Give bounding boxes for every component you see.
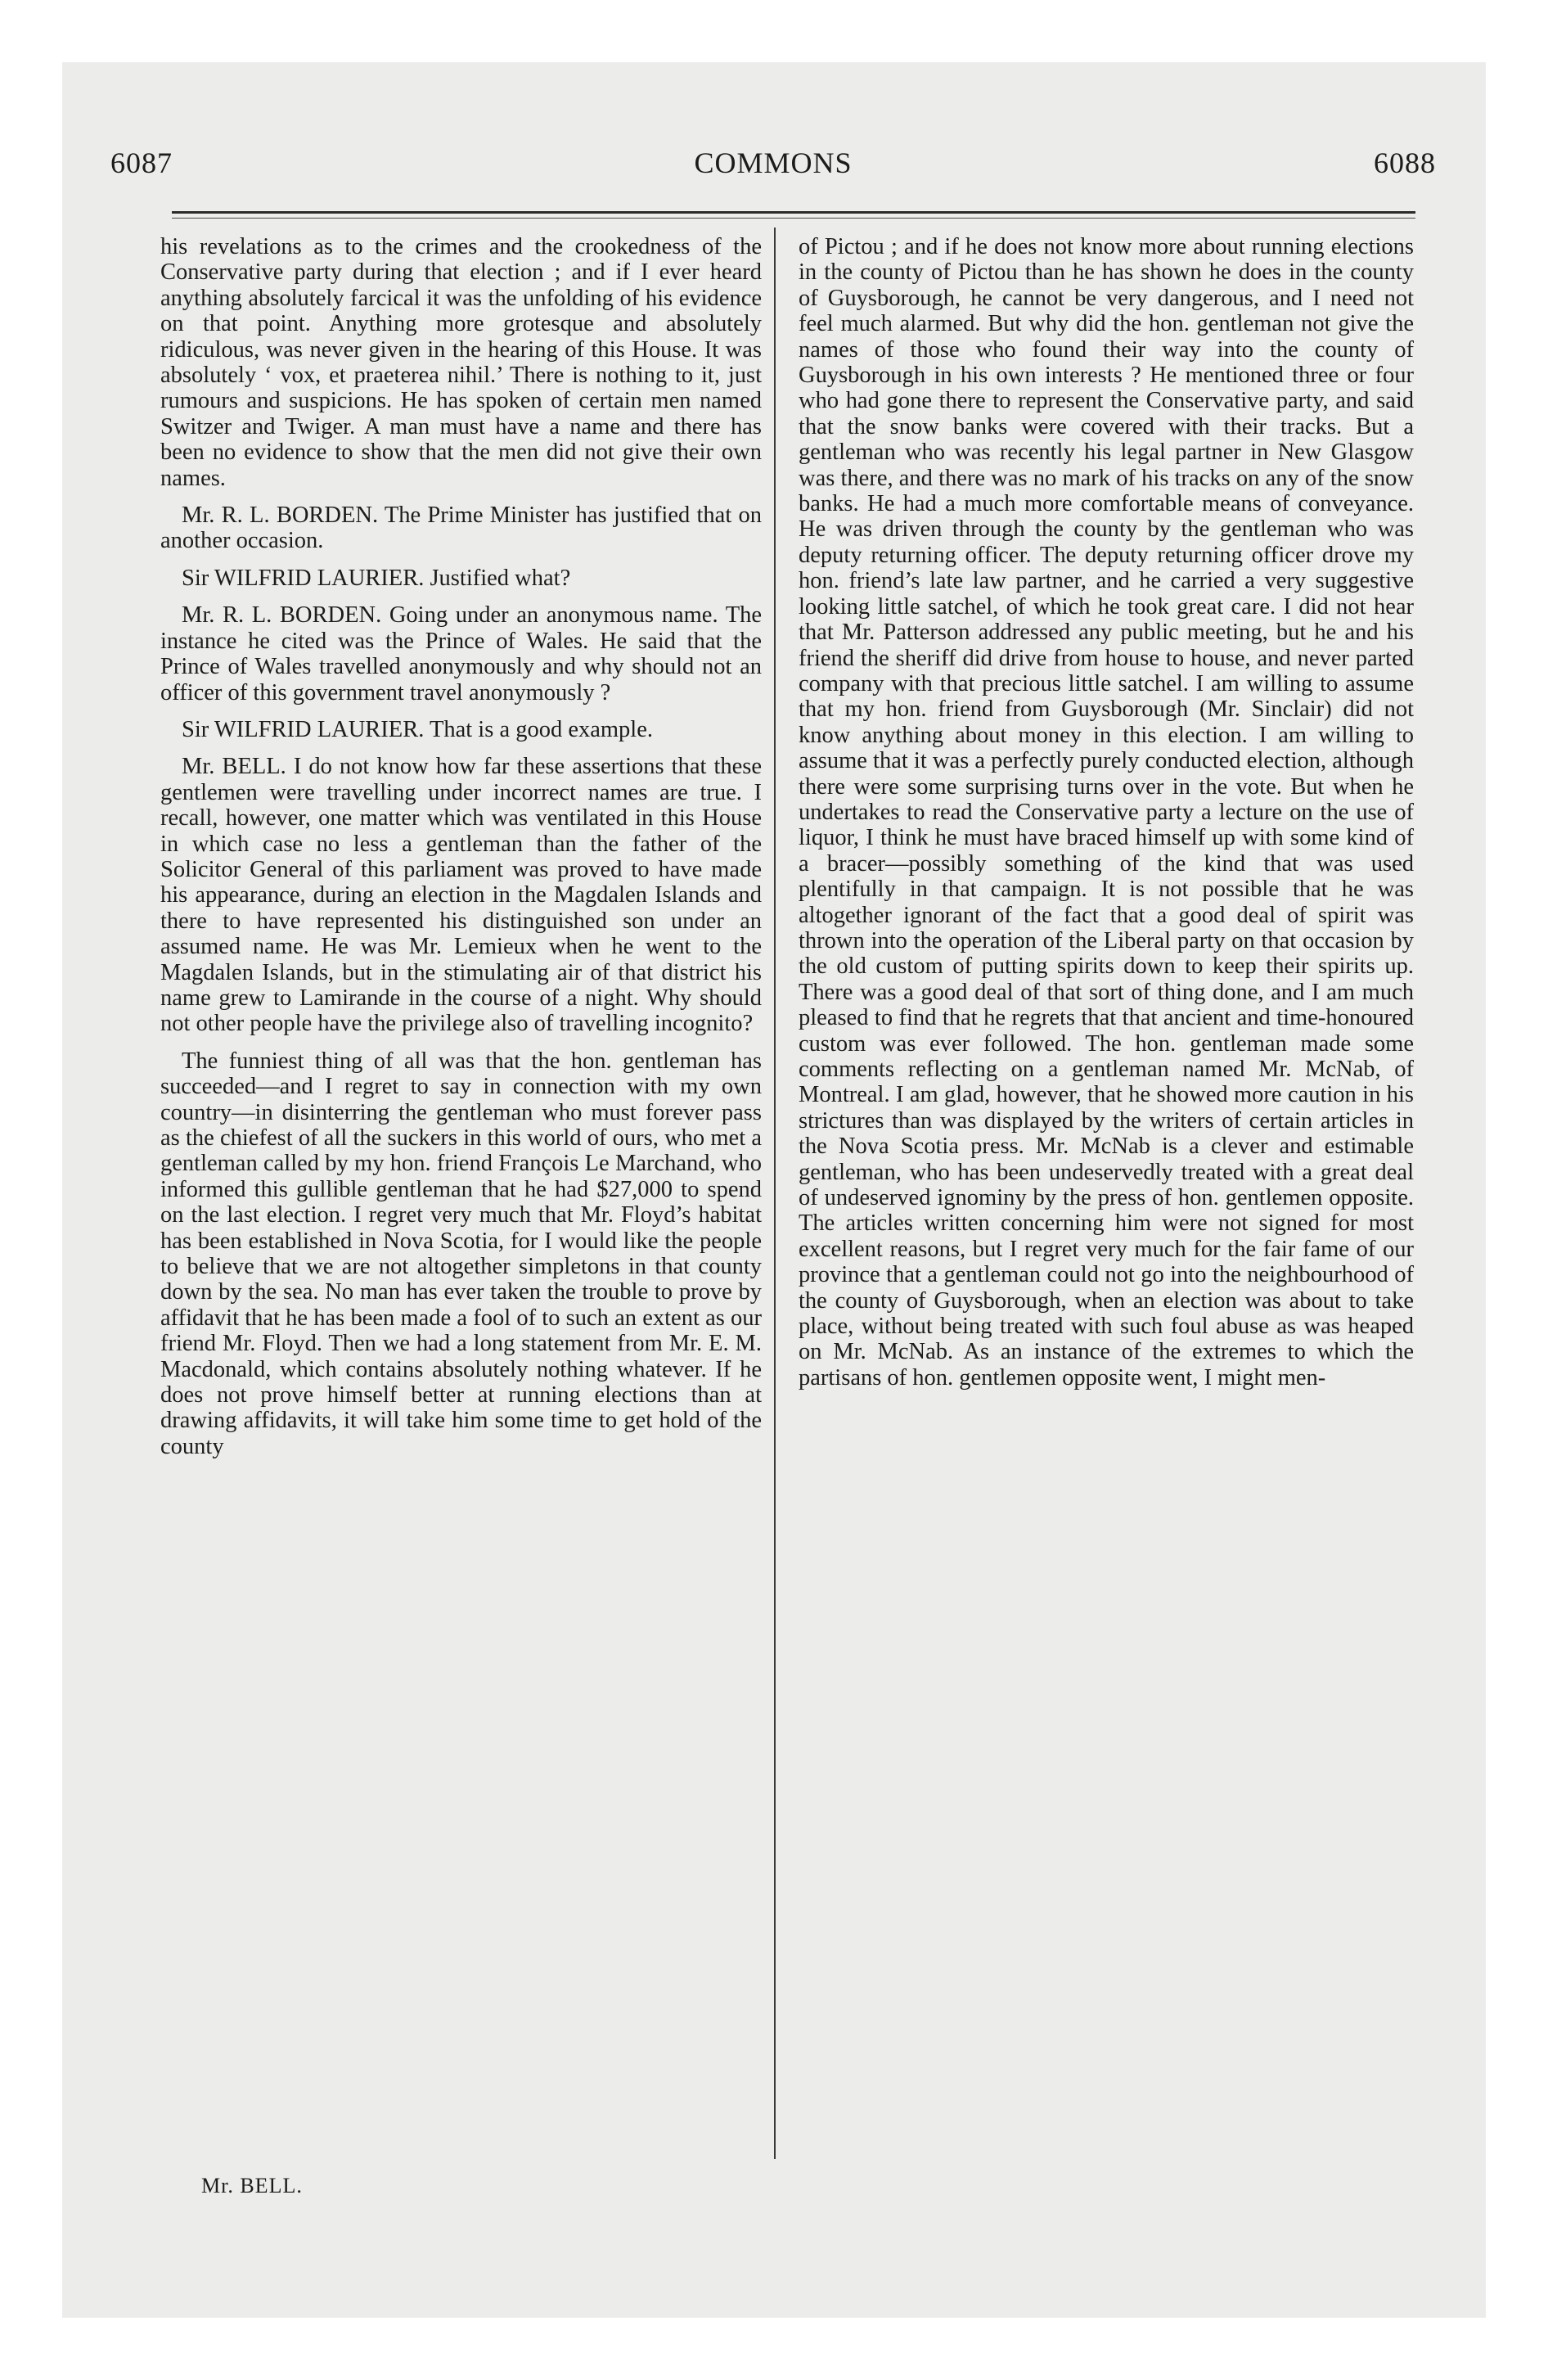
paragraph: Mr. R. L. BORDEN. Going under an anonymous name. The instance he cited was the Prince of Wales. He said that the Prince of Wales travelled anonymously and why should not an officer of this government travel anonymously ?	[160, 602, 762, 705]
paragraph: The funniest thing of all was that the hon. gentleman has succeeded—and I regret to say in connection with my own country—in disinterring the gentleman who must forever pass as the chiefest of all the suckers in this world of ours, who met a gentleman called by my hon. friend François Le Marchand, who informed this gullible gentleman that he had $27,000 to spend on the last election. I regret very much that Mr. Floyd’s habitat has been established in Nova Scotia, for I would like the people to believe that we are not altogether simpletons in that county down by the sea. No man has ever taken the trouble to prove by affidavit that he has been made a fool of to such an extent as our friend Mr. Floyd. Then we had a long statement from Mr. E. M. Macdonald, which contains absolutely nothing whatever. If he does not prove himself better at running elections than at drawing affidavits, it will take him some time to get hold of the county	[160, 1048, 762, 1459]
paragraph: Sir WILFRID LAURIER. Justified what?	[182, 565, 571, 591]
page-header	[110, 146, 1436, 185]
paragraph: Mr. R. L. BORDEN. The Prime Minister has justified that on another occasion.	[160, 503, 762, 554]
speaker-footer: Mr. BELL.	[201, 2174, 303, 2197]
right-column	[799, 234, 1414, 2162]
left-column	[160, 234, 762, 2162]
paragraph: Mr. BELL. I do not know how far these assertions that these gentlemen were travelling under incorrect names are true. I recall, however, one matter which was ventilated in this House in which case no less a gentleman than the father of the Solicitor General of this parliament was proved to have made his appearance, during an election in the Magdalen Islands and there to have represented his distinguished son under an assumed name. He was Mr. Lemieux when he went to the Magdalen Islands, but in the stimulating air of that district his name grew to Lamirande in the course of a night. Why should not other people have the privilege also of travelling incognito?	[160, 754, 762, 1037]
page-title: COMMONS	[694, 146, 853, 179]
header-rule-thin	[172, 218, 1415, 219]
right-page-number: 6088	[1374, 146, 1436, 179]
paragraph: of Pictou ; and if he does not know more about running elections in the county of Pictou than he has shown he does in the county of Guysborough, he cannot be very dangerous, and I need not feel much alarmed. But why did the hon. gentleman not give the names of those who found their way into the county of Guysborough in his own interests ? He mentioned three or four who had gone there to represent the Conservative party, and said that the snow banks were covered with their tracks. But a gentleman who was recently his legal partner in New Glasgow was there, and there was no mark of his tracks on any of the snow banks. He had a much more comfortable means of conveyance. He was driven through the county by the gentleman who was deputy returning officer. The deputy returning officer drove my hon. friend’s late law partner, and he carried a very suggestive looking little satchel, of which he took great care. I did not hear that Mr. Patterson addressed any public meeting, but he and his friend the sheriff did drive from house to house, and never parted company with that precious little satchel. I am willing to assume that my hon. friend from Guysborough (Mr. Sinclair) did not know anything about money in this election. I am willing to assume that it was a perfectly purely conducted election, although there were some surprising turns over in the vote. But when he undertakes to read the Conservative party a lecture on the use of liquor, I think he must have braced himself up with some kind of a bracer—possibly something of the kind that was used plentifully in that campaign. It is not possible that he was altogether ignorant of the fact that a good deal of spirit was thrown into the operation of the Liberal party on that occasion by the old custom of putting spirits down to keep their spirits up. There was a good deal of that sort of thing done, and I am much pleased to find that he regrets that that ancient and time-honoured custom was ever followed. The hon. gentleman made some comments reflecting on a gentleman named Mr. McNab, of Montreal. I am glad, however, that he showed more caution in his strictures than was displayed by the writers of certain articles in the Nova Scotia press. Mr. McNab is a clever and estimable gentleman, who has been undeservedly treated with a great deal of undeserved ignominy by the press of hon. gentlemen opposite. The articles written concerning him were not signed for most excellent reasons, but I regret very much for the fair fame of our province that a gentleman could not go into the neighbourhood of the county of Guysborough, when an election was about to take place, without being treated with such foul abuse as was heaped on Mr. McNab. As an instance of the extremes to which the partisans of hon. gentlemen opposite went, I might men-	[799, 234, 1414, 1391]
left-page-number: 6087	[110, 146, 173, 179]
column-divider	[774, 228, 776, 2159]
paragraph: Sir WILFRID LAURIER. That is a good example.	[182, 716, 653, 742]
header-rule	[172, 211, 1415, 214]
paragraph: his revelations as to the crimes and the crookedness of the Conservative party during that election ; and if I ever heard anything absolutely farcical it was the unfolding of his evidence on that point. Anything more grotesque and absolutely ridiculous, was never given in the hearing of this House. It was absolutely ‘ vox, et praeterea nihil.’ There is nothing to it, just rumours and suspicions. He has spoken of certain men named Switzer and Twiger. A man must have a name and there has been no evidence to show that the men did not give their own names.	[160, 234, 762, 491]
